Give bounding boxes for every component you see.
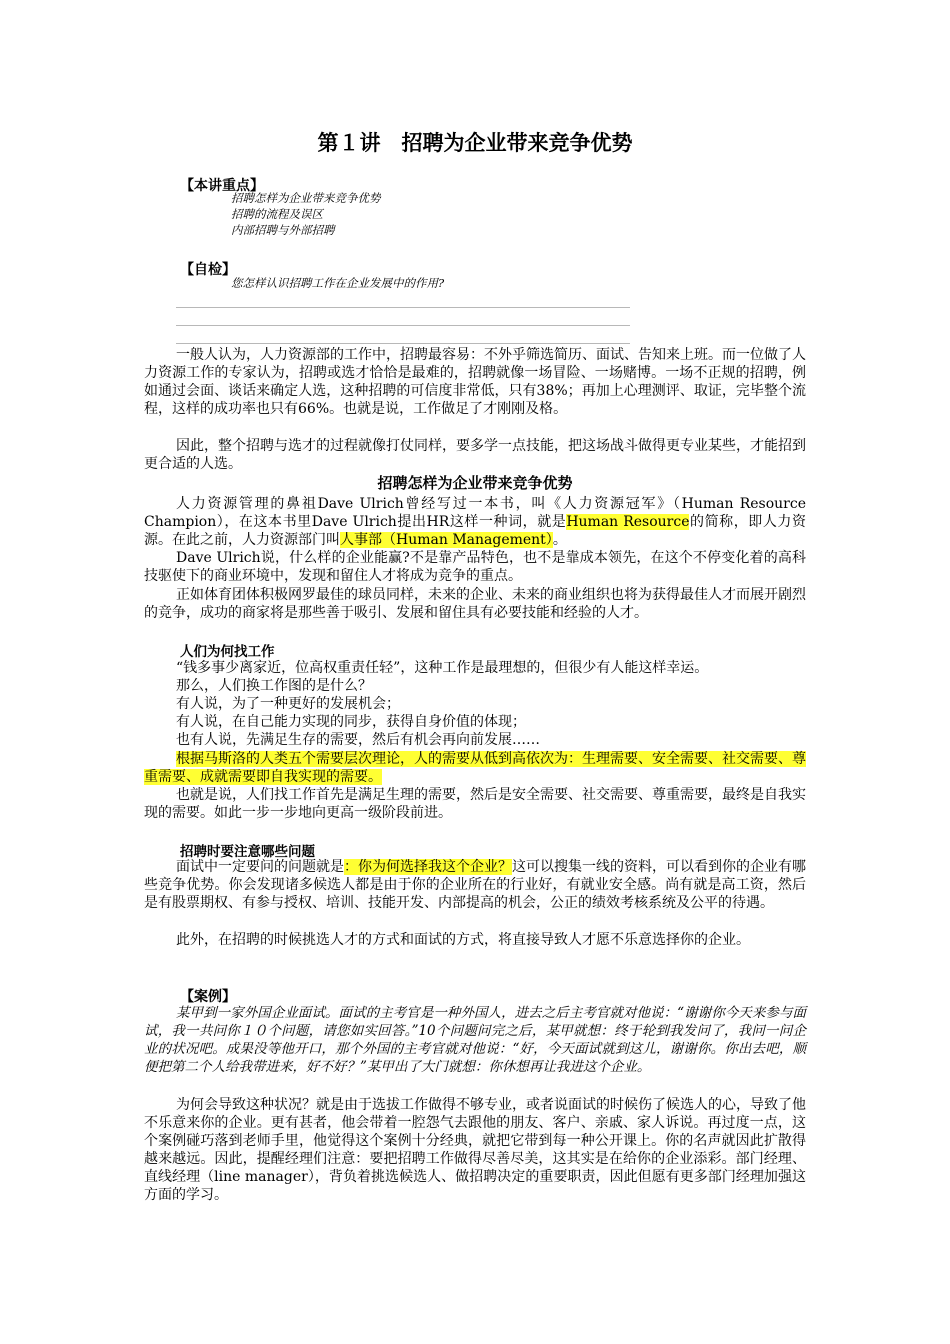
key-point-item: 招聘的流程及误区: [231, 207, 323, 221]
intro-paragraph: 因此，整个招聘与选才的过程就像打仗同样，要多学一点技能，把这场战斗做得更专业某些，才能招到更合适的人选。: [144, 438, 806, 472]
highlighted-text: ：你为何选择我这个企业？: [344, 859, 512, 875]
highlighted-paragraph: [144, 750, 806, 786]
subsection-heading: 招聘时要注意哪些问题: [180, 844, 315, 860]
section-paragraph: 有人说，在自己能力实现的同步，获得自身价值的体现；: [176, 714, 526, 730]
answer-line: [176, 307, 630, 308]
paragraph-text: 面试中一定要问的问题就是: [176, 859, 344, 875]
section-paragraph: 正如体育团体积极网罗最佳的球员同样，未来的企业、未来的商业组织也将为获得最佳人才而展开剧烈的竞争，成功的商家将是那些善于吸引、发展和留住具有必要技能和经验的人才。: [144, 587, 806, 621]
page-title: 第１讲 招聘为企业带来竞争优势: [317, 131, 633, 155]
section-heading: 招聘怎样为企业带来竞争优势: [377, 474, 573, 492]
answer-line: [176, 325, 630, 326]
section-paragraph: 那么，人们换工作图的是什么？: [176, 678, 372, 694]
case-story: 某甲到一家外国企业面试。面试的主考官是一种外国人，进去之后主考官就对他说：“谢谢你今天来参与面试，我一共问你１０个问题，请您如实回答。”10个问题问完之后，某甲就想：终于轮到我发问了，我问一问企业的状况吧。成果没等他开口，那个外国的主考官就对他说：“好，今天面试就到这儿，谢谢你。你出去吧，顺便把第二个人给我带进来，好不好？”某甲出了大门就想：你休想再让我进这个企业。: [144, 1005, 806, 1075]
paragraph-text: 这可以搜集一线的资料，可以看到你的企业有哪些竞争优势。你会发现诸多候选人都是由于你的企业所在的行业好，有就业安全感。尚有就是高工资，然后是有股票期权、有参与授权、培训、技能开发、内部提高的机会，公正的绩效考核系统及公平的待遇。: [144, 859, 806, 911]
highlighted-text: 根据马斯洛的人类五个需要层次理论，人的需要从低到高依次为：生理需要、安全需要、社交需要、尊重需要、成就需要即自我实现的需要。: [144, 751, 806, 785]
paragraph-text: 人力资源管理的鼻祖Dave Ulrich曾经写过一本书，叫《人力资源冠军》（Human Resource Champion），在这本书里Dave Ulrich提出HR这样一种词，就是: [144, 496, 806, 530]
case-heading: 【案例】: [180, 989, 236, 1005]
self-check-question: 您怎样认识招聘工作在企业发展中的作用?: [231, 276, 445, 290]
paragraph-text: 。: [552, 532, 567, 548]
key-point-item: 招聘怎样为企业带来竞争优势: [231, 191, 381, 205]
key-points-heading: 【本讲重点】: [180, 178, 264, 194]
section-paragraph: Dave Ulrich说，什么样的企业能赢?不是靠产品特色，也不是靠成本领先，在这个不停变化着的高科技驱使下的商业环境中，发现和留住人才将成为竞争的重点。: [144, 550, 806, 584]
section-paragraph: 也有人说，先满足生存的需要，然后有机会再向前发展……: [176, 732, 540, 748]
section-paragraph: 有人说，为了一种更好的发展机会；: [176, 696, 400, 712]
self-check-heading: 【自检】: [180, 262, 236, 278]
highlighted-text: Human Resource: [566, 514, 690, 530]
section-paragraph: “钱多事少离家近，位高权重责任轻”，这种工作是最理想的，但很少有人能这样幸运。: [176, 660, 709, 676]
key-point-item: 内部招聘与外部招聘: [231, 223, 335, 237]
intro-paragraph: 一般人认为，人力资源部的工作中，招聘最容易：不外乎筛选简历、面试、告知来上班。而一位做了人力资源工作的专家认为，招聘或选才恰恰是最难的，招聘就像一场冒险、一场赌博。一场不正规的招聘，例如通过会面、谈话来确定人选，这种招聘的可信度非常低，只有38%；再加上心理测评、取证，完毕整个流程，这样的成功率也只有66%。也就是说，工作做足了才刚刚及格。: [144, 347, 806, 417]
section-paragraph: 也就是说，人们找工作首先是满足生理的需要，然后是安全需要、社交需要、尊重需要，最终是自我实现的需要。如此一步一步地向更高一级阶段前进。: [144, 787, 806, 821]
answer-line: [176, 343, 630, 344]
section-paragraph: 为何会导致这种状况？就是由于选拔工作做得不够专业，或者说面试的时候伤了候选人的心，导致了他不乐意来你的企业。更有甚者，他会带着一腔怨气去跟他的朋友、客户、亲戚、家人诉说。再过度一点，这个案例碰巧落到老师手里，他觉得这个案例十分经典，就把它带到每一种公开课上。你的名声就因此扩散得越来越远。因此，提醒经理们注意：要把招聘工作做得尽善尽美，这其实是在给你的企业添彩。部门经理、直线经理（line manager），背负着挑选候选人、做招聘决定的重要职责，因此但愿有更多部门经理加强这方面的学习。: [144, 1097, 806, 1203]
section-paragraph: 此外，在招聘的时候挑选人才的方式和面试的方式，将直接导致人才愿不乐意选择你的企业。: [176, 932, 750, 948]
paragraph-text: 的简称，即人力资源。在此之前，人力资源部门叫: [144, 514, 806, 548]
subsection-heading: 人们为何找工作: [180, 644, 275, 660]
highlighted-text: 人事部（Human Management）: [340, 532, 553, 548]
section-paragraph: [144, 495, 806, 549]
section-paragraph: [144, 858, 806, 912]
